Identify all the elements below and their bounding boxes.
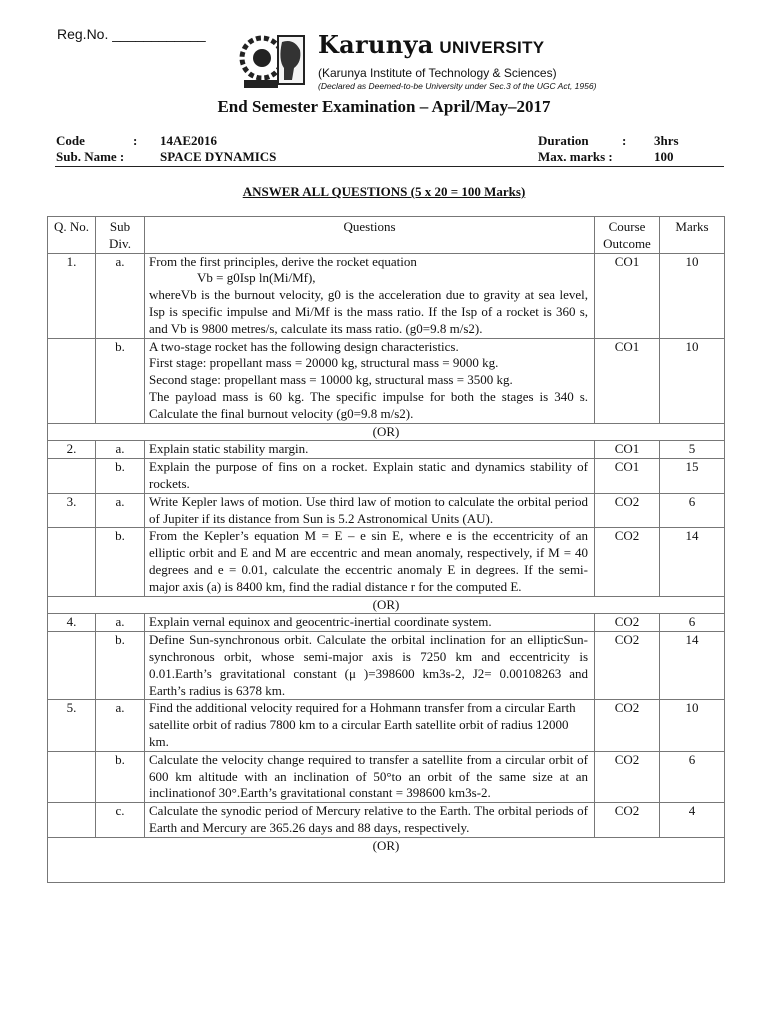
table-row	[48, 751, 725, 802]
question-line-4: The payload mass is 60 kg. The specific impulse for both the stages is 340 s. Calculate the final burnout velocity (g0=9.8 m/s2).	[149, 388, 588, 421]
question-text: From the first principles, derive the rocket equation	[149, 253, 417, 269]
marks-cell: 5	[660, 441, 725, 459]
qno-cell: 3.	[48, 493, 96, 528]
outcome-cell: CO1	[595, 253, 660, 338]
outcome-cell: CO2	[595, 751, 660, 802]
question-cell: Write Kepler laws of motion. Use third law of motion to calculate the orbital period of Jupiter if its distance from Sun is 5.2 Astronomical Units (AU).	[145, 493, 595, 528]
outcome-cell: CO2	[595, 614, 660, 632]
qno-cell	[48, 751, 96, 802]
marks-cell: 14	[660, 632, 725, 700]
table-row	[48, 253, 725, 338]
rocket-equation: Vb = g0Isp ln(Mi/Mf),	[197, 270, 316, 286]
subdiv-cell: b.	[96, 338, 145, 423]
question-cell: Explain static stability margin.	[145, 441, 595, 459]
marks-cell: 10	[660, 700, 725, 751]
qno-cell	[48, 632, 96, 700]
code-colon: :	[133, 133, 138, 148]
code-value: 14AE2016	[160, 133, 218, 148]
subject-label: Sub. Name :	[56, 149, 125, 164]
header-questions: Questions	[145, 217, 595, 254]
subject-value: SPACE DYNAMICS	[160, 149, 277, 164]
subdiv-cell: a.	[96, 614, 145, 632]
header-subdiv: Sub Div.	[96, 217, 145, 254]
subdiv-cell: b.	[96, 528, 145, 596]
or-row	[48, 837, 725, 882]
question-cell	[145, 253, 595, 338]
question-cell: From the Kepler’s equation M = E – e sin E, where e is the eccentricity of an elliptic orbit and E and M are eccentric and mean anomaly, respectively, if M = 40 degrees and e = 0.01, calculate the eccentric anomaly E in degrees. If the semi-major axis (a) is 8400 km, find the radial distance r for the computed E.	[145, 528, 595, 596]
table-row	[48, 632, 725, 700]
marks-cell: 14	[660, 528, 725, 596]
table-header-row	[48, 217, 725, 254]
header-divider	[55, 166, 724, 167]
qno-cell: 4.	[48, 614, 96, 632]
qno-cell	[48, 338, 96, 423]
subdiv-cell: a.	[96, 253, 145, 338]
or-row	[48, 596, 725, 614]
subdiv-cell: a.	[96, 493, 145, 528]
outcome-cell: CO2	[595, 803, 660, 838]
university-declaration: (Declared as Deemed-to-be University under Sec.3 of the UGC Act, 1956)	[318, 81, 597, 91]
table-row	[48, 459, 725, 494]
question-line-3: Second stage: propellant mass = 10000 kg, structural mass = 3500 kg.	[149, 372, 513, 388]
table-row	[48, 528, 725, 596]
table-row	[48, 700, 725, 751]
subdiv-cell: b.	[96, 632, 145, 700]
question-cell	[145, 338, 595, 423]
qno-cell: 5.	[48, 700, 96, 751]
subdiv-cell: a.	[96, 441, 145, 459]
question-cell: Define Sun-synchronous orbit. Calculate the orbital inclination for an ellipticSun-synchronous orbit, whose semi-major axis is 7250 km and eccentricity is 0.01.Earth’s gravitational constant (μ )=398600 km3s-2, J2= 0.00108263 and Earth’s radius is 6378 km.	[145, 632, 595, 700]
duration-label: Duration	[538, 133, 589, 148]
subdiv-cell: c.	[96, 803, 145, 838]
qno-cell: 2.	[48, 441, 96, 459]
outcome-cell: CO2	[595, 632, 660, 700]
table-row	[48, 803, 725, 838]
qno-cell	[48, 528, 96, 596]
university-word: UNIVERSITY	[439, 38, 545, 57]
university-brand: Karunya	[318, 30, 434, 59]
qno-cell	[48, 803, 96, 838]
subdiv-cell: b.	[96, 751, 145, 802]
outcome-cell: CO2	[595, 528, 660, 596]
outcome-cell: CO2	[595, 493, 660, 528]
marks-cell: 10	[660, 338, 725, 423]
outcome-cell: CO2	[595, 700, 660, 751]
questions-table	[47, 216, 725, 883]
question-text: A two-stage rocket has the following design characteristics.	[149, 338, 459, 354]
max-marks-label: Max. marks :	[538, 149, 613, 164]
subdiv-cell: b.	[96, 459, 145, 494]
max-marks-value: 100	[654, 149, 674, 164]
duration-colon: :	[622, 133, 627, 148]
table-row	[48, 493, 725, 528]
marks-cell: 6	[660, 614, 725, 632]
or-divider: (OR)	[48, 423, 725, 441]
table-row	[48, 614, 725, 632]
marks-cell: 15	[660, 459, 725, 494]
marks-cell: 6	[660, 751, 725, 802]
marks-cell: 6	[660, 493, 725, 528]
outcome-cell: CO1	[595, 459, 660, 494]
university-name	[318, 30, 544, 59]
header-marks: Marks	[660, 217, 725, 254]
header-outcome: Course Outcome	[595, 217, 660, 254]
table-row	[48, 338, 725, 423]
subdiv-cell: a.	[96, 700, 145, 751]
question-cell: Find the additional velocity required for a Hohmann transfer from a circular Earth satellite orbit of radius 7800 km to a circular Earth satellite orbit of radius 12000 km.	[145, 700, 595, 751]
marks-cell: 10	[660, 253, 725, 338]
question-cell: Explain the purpose of fins on a rocket. Explain static and dynamics stability of rockets.	[145, 459, 595, 494]
or-divider: (OR)	[48, 596, 725, 614]
duration-value: 3hrs	[654, 133, 679, 148]
marks-cell: 4	[660, 803, 725, 838]
exam-title: End Semester Examination – April/May–2017	[217, 97, 551, 116]
qno-cell: 1.	[48, 253, 96, 338]
outcome-cell: CO1	[595, 441, 660, 459]
question-cell: Explain vernal equinox and geocentric-inertial coordinate system.	[145, 614, 595, 632]
qno-cell	[48, 459, 96, 494]
outcome-cell: CO1	[595, 338, 660, 423]
question-cell: Calculate the synodic period of Mercury relative to the Earth. The orbital periods of Earth and Mercury are 365.26 days and 88 days, respectively.	[145, 803, 595, 838]
question-cell: Calculate the velocity change required to transfer a satellite from a circular orbit of 600 km altitude with an inclination of 50°to an orbit of the same size at an inclinationof 30°.Earth’s gravitational constant = 398600 km3s-2.	[145, 751, 595, 802]
question-line-2: First stage: propellant mass = 20000 kg, structural mass = 9000 kg.	[149, 355, 499, 371]
question-text-2: whereVb is the burnout velocity, g0 is the acceleration due to gravity at sea level, Isp is specific impulse and Mi/Mf is the mass ratio. If the Isp of a rocket is 360 s, and Vb is 9800 metres/s, calculate its mass ratio. (g0=9.8 m/s2).	[149, 287, 588, 336]
instruction: ANSWER ALL QUESTIONS (5 x 20 = 100 Marks)	[242, 184, 526, 199]
header-qno: Q. No.	[48, 217, 96, 254]
or-row	[48, 423, 725, 441]
or-divider: (OR)	[48, 837, 725, 882]
table-row	[48, 441, 725, 459]
university-logo-icon	[238, 28, 308, 92]
reg-no-field: Reg.No. ____________	[57, 26, 206, 42]
university-subtitle: (Karunya Institute of Technology & Sciences)	[318, 66, 557, 80]
code-label: Code	[56, 133, 85, 148]
